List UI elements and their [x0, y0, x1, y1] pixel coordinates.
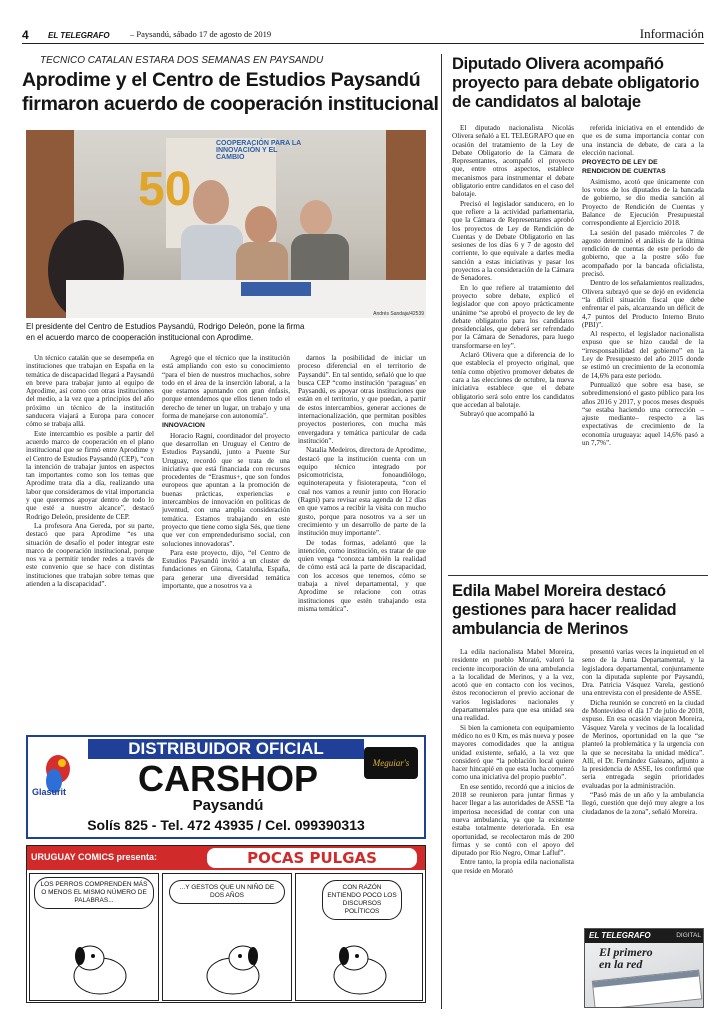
- paragraph: Horacio Ragni, coordinador del proyecto que desarrollan en Uruguay el Centro de Estudios Paysandú, junto a Puente Sur Uruguay, recordó que se trata de una iniciativa que está financiada con recursos procedentes de “Erasmus+, que son fondos europeos que apuntan a la promoción de buenas prácticas, experiencias e intercambios de innovación en políticas de juventud, con una amplia consideración temática. Estamos trabajando en este proyecto que tiene como sigla Sés, que tiene que ver con emprendedurismo social, con soluciones innovadoras”.: [162, 431, 290, 548]
- dog-icon: [193, 936, 273, 998]
- digital-logo-text: EL TELEGRAFO: [589, 931, 651, 940]
- subheading: RENDICION DE CUENTAS: [582, 168, 666, 176]
- article-photo: [26, 130, 426, 318]
- paragraph: referida iniciativa en el entendido de que es de suma importancia contar con una instancia de debate, de cara a la elección nacional.: [582, 124, 704, 157]
- paragraph: “Pasó más de un año y la ambulancia llegó, cuestión que dejó muy alegre a los ciudadanos de la zona”, señaló Moreira.: [582, 791, 704, 816]
- comic-header: [27, 846, 426, 870]
- ad-contact: Solís 825 - Tel. 472 43935 / Cel. 099390313: [87, 817, 365, 833]
- subheading: PROYECTO DE LEY DE: [582, 159, 658, 167]
- headline-line: proyecto para debate obligatorio: [452, 74, 700, 92]
- headline-line: Edila Mabel Moreira destacó: [452, 582, 666, 600]
- paragraph: En ese sentido, recordó que a inicios de 2018 se reunieron para juntar firmas y hacer llegar a las autoridades de ASSE “la imperiosa necesidad de contar con una nueva ambulancia, ya que la existente estaba totalmente deteriorada. En esa oportunidad, se recolectaron más de 200 firmas y se contó con el apoyo del diputado por Río Negro, Omar Lafluf”.: [452, 782, 574, 858]
- headline-line: de candidatos al balotaje: [452, 93, 641, 111]
- comic-panel-3: [295, 873, 423, 1001]
- bottom-article-col2: [582, 648, 704, 924]
- headline-line: Aprodime y el Centro de Estudios Paysandú: [22, 69, 421, 91]
- right-article-col2: [582, 124, 704, 580]
- paragraph: Entre tanto, la propia edila nacionalista que reside en Morató: [452, 858, 574, 875]
- dog-icon: [60, 936, 140, 998]
- paragraph: De todas formas, adelantó que la intención, como institución, es tratar de que quien venga “conozca también la realidad de cómo está acá la parte de discapacidad, con los accesos que tenemos, cómo se trabaja a nivel departamental, y que Aprodime se relacione con otras instituciones que estén trabajando esta misma temática”.: [298, 538, 426, 613]
- paragraph: darnos la posibilidad de iniciar un proceso diferencial en el territorio de Paysandú”. En tal sentido, señaló que lo que busca CEP “como institución ‘paraguas’ en Paysandú, es apoyar otras instituciones que están en el territorio, y que puedan, a partir de estos intercambios, generar acciones de internacionalización, que permitan posibles proyectos posteriores, con mucha más envergadura y temática particular de cada institución”.: [298, 354, 426, 445]
- paragraph: El diputado nacionalista Nicolás Olivera señaló a EL TELEGRAFO que en ocasión del tratamiento de la Ley de Debate Obligatorio de la Cámara de Representantes, acompañó el proyecto que, entre otros aspectos, establece mecanismos para instrumentar el debate obligatorio entre candidatos en el caso del balotaje.: [452, 124, 574, 199]
- speech-bubble: ...Y GESTOS QUE UN NIÑO DE DOS AÑOS: [169, 880, 285, 904]
- ad-shop-name: CARSHOP: [137, 758, 319, 799]
- paragraph: Al respecto, el legislador nacionalista expuso que se hizo caudal de la “irresponsabilidad del gobierno” en la Ley de Presupuesto del año 2015 donde se estimó un crecimiento de la economía de 14,6% para este período.: [582, 330, 704, 380]
- left-article-col2: [162, 354, 290, 734]
- article-headline: [22, 68, 442, 116]
- paragraph: Subrayó que acompañó la: [460, 410, 535, 419]
- paragraph: Precisó el legislador sanducero, en lo que refiere a la actividad parlamentaria, que la Cámara de Representantes aprobó los proyectos de Ley de Rendición de Cuentas y de Debate Obligatorio en las sesiones de los días 6 y 7 de agosto del corriente, lo que equivale a darles media sanción a estas iniciativas y pasar los proyectos a la consideración de la Cámara de Senadores.: [452, 199, 574, 283]
- headline-line: gestiones para hacer realidad: [452, 601, 677, 619]
- paragraph: La sesión del pasado miércoles 7 de agosto determinó el análisis de la última rendición de cuentas de este período de gobierno, que a la postre sólo fue acompañado por la bancada oficialista, precisó.: [582, 228, 704, 279]
- paragraph: La edila nacionalista Mabel Moreira, residente en pueblo Morató, valoró la reciente incorporación de una ambulancia a la localidad de Merinos, y a la vez, acotó que en contacto con los vecinos, éstos reconocieron el previo accionar de varios legisladores nacionales y departamentales para que esa unidad sea una realidad.: [452, 648, 574, 723]
- speech-bubble: CON RAZÓN ENTIENDO POCO LOS DISCURSOS POLÍTICOS: [322, 880, 402, 920]
- paragraph: En lo que refiere al tratamiento del proyecto sobre debate, explicó el legislador que con apoyo prácticamente unánime “se aprobó el proyecto de ley de debate obligatorio para los candidatos presidenciales, que deberá ser refrendado por la Cámara de Senadores, para luego transformarse en ley”.: [452, 283, 574, 350]
- headline-line: firmaron acuerdo de cooperación institucional: [22, 93, 439, 115]
- paragraph: Agregó que el técnico que la institución está ampliando con esto su conocimiento “para el bien de nuestros muchachos, sobre todo en el área de la inserción laboral, a la que estamos apuntando con gran énfasis, porque entendemos que ellos tienen todo el derecho de tener un lugar, un trabajo y una forma de manejarse con autonomía”.: [162, 354, 290, 421]
- glasurit-name: Glasurit: [32, 787, 67, 797]
- section-title: Información: [639, 26, 704, 41]
- paragraph: La profesora Ana Gereda, por su parte, destacó que para Aprodime “es una situación de desafío el poder integrar este marco de cooperación institucional, porque nos va a permitir tender redes a través de este convenio que se hace con distintas instituciones que trabajan sobre temas que atienden a la discapacidad”.: [26, 521, 154, 589]
- paragraph: Puntualizó que sobre esa base, se sobredimensionó el gasto público para los años 2016 y 2017, y pocos meses después “se estaba haciendo una corrección –ajuste mediante– respecto a las expectativas de crecimiento de la economía uruguaya: aquel 14,6% pasó a un 7,7%”.: [582, 380, 704, 447]
- left-article-col1: [26, 354, 154, 734]
- right-article-col1: [452, 124, 574, 580]
- digital-slogan: [599, 946, 653, 970]
- ad-banner: DISTRIBUIDOR OFICIAL: [88, 739, 364, 759]
- headline-line: Diputado Olivera acompañó: [452, 55, 664, 73]
- header-logo: EL TELEGRAFO: [48, 31, 110, 40]
- subheading: INNOVACION: [162, 422, 205, 430]
- digital-tag: DIGITAL: [676, 932, 701, 939]
- paragraph: Para este proyecto, dijo, “el Centro de Estudios Paysandú invitó a un cluster de fundaciones en Girona, Cataluña, España, para generar una diversidad temática importante, que a nosotros va a: [162, 548, 290, 591]
- page-header: [22, 26, 704, 44]
- bottom-article-headline: [452, 582, 712, 639]
- bottom-article-col1: [452, 648, 574, 1010]
- section-divider: [448, 575, 708, 576]
- paragraph: Si bien la camioneta con equipamiento médico no es 0 Km, es más nueva y posee mayores comodidades que la antigua unidad existente, señaló, a la vez que consideró que “la población local quiere hacer hincapié en que esta lucha comenzó como una iniciativa del propio pueblo”.: [452, 723, 574, 782]
- slogan-line: en la red: [599, 957, 643, 971]
- browser-bar: [593, 971, 699, 988]
- column-divider: [441, 54, 442, 1009]
- digital-ad: [584, 928, 704, 1008]
- svg-text:50: 50: [138, 163, 192, 216]
- photo-caption: [26, 321, 426, 343]
- paragraph: Dentro de los señalamientos realizados, Olivera subrayó que se dejó en evidencia “la difícil situación fiscal que debe enfrentar el país, alcanzando un déficit de 4,7 puntos del Producto Interno Bruto (PBI)”.: [582, 279, 704, 329]
- meguiars-logo: Meguiar's: [364, 747, 418, 779]
- headline-line: ambulancia de Merinos: [452, 620, 629, 638]
- left-article-col3: [298, 354, 426, 734]
- photo-sign: COOPERACIÓN PARA LA INNOVACIÓN Y EL CAMBIO: [216, 140, 301, 161]
- article-kicker: TECNICO CATALAN ESTARA DOS SEMANAS EN PAYSANDU: [40, 55, 324, 66]
- comic-panel-1: [29, 873, 159, 1001]
- comic-strip: [26, 845, 426, 1003]
- paragraph: Dicha reunión se concretó en la ciudad de Montevideo el día 17 de julio de 2018, expuso. En esa ocasión viajaron Moreira, Vásquez Varela y vecinos de la localidad de Merinos, oportunidad en la que “se planteó la problemática y la urgencia con la que se necesitaba la unidad médica”. Allí, el Dr. Fernández Galeano, adjunto a la presidencia de ASSE, les confirmó que sería entregada según prioridades evaluadas por la administración.: [582, 698, 704, 790]
- digital-ad-logo: [585, 929, 704, 943]
- dog-icon: [320, 936, 400, 998]
- comic-title: POCAS PULGAS: [207, 848, 417, 868]
- speech-bubble: LOS PERROS COMPRENDEN MÁS O MENOS EL MISMO NÚMERO DE PALABRAS...: [34, 877, 154, 909]
- paragraph: Asimismo, acotó que únicamente con los votos de los diputados de la bancada de gobierno, se dio media sanción al Proyecto de Rendición de Cuentas y Balance de Ejecución Presupuestal correspondiente al Ejercicio 2018.: [582, 177, 704, 228]
- paragraph: Aclaró Olivera que a diferencia de lo que establecía el proyecto original, que tenía como objetivo promover debates de cara a las elecciones de octubre, la nueva iniciativa establece que el debate obligatorio será solo entre los candidatos que accedan al balotaje.: [452, 351, 574, 409]
- paragraph: Natalia Medeiros, directora de Aprodime, destacó que la institución cuenta con un equipo técnico integrado por psicomotricista, fonoaudiólogo, equinoterapeuta y fisioterapeuta, “con el cual nos vamos a reunir junto con Horacio (Ragni) para revisar esta agenda de 12 días en que vamos a recibir la visita con mucho gusto, porque para nosotros va a ser un crecimiento y un desarrollo de parte de la institución muy importante”.: [298, 446, 426, 538]
- slogan-line: El primero: [599, 945, 653, 959]
- caption-line: en el acuerdo marco de cooperación institucional con Aprodime.: [26, 333, 254, 342]
- ad-city: Paysandú: [192, 797, 264, 814]
- page-number: 4: [22, 28, 29, 42]
- paragraph: Este intercambio es posible a partir del acuerdo marco de cooperación en el plano institucional que se firmó entre Aprodime y el Centro de Estudios Paysandú (CEP), “con la intención de trabajar juntos en aspectos tan importantes como son los temas que Aprodime trata día a día, realizando una labor que consideramos de vital importancia y que queremos apoyar dentro de todo lo que esté a nuestro alcance”, destacó Rodrigo Deleón, presidente de CEP.: [26, 429, 154, 521]
- paragraph: presentó varias veces la inquietud en el seno de la Junta Departamental, y la legisladora departamental, conjuntamente con la diputada suplente por Paysandú, Dra. Patricia Vásquez Varela, gestionó una entrevista con el presidente de ASSE.: [582, 648, 704, 698]
- right-article-headline: [452, 55, 712, 112]
- browser-mockup: [592, 969, 703, 1008]
- paragraph: Un técnico catalán que se desempeña en instituciones que trabajan en España en la temática de discapacidad llegará a Paysandú en breve para trabajar junto al equipo de Aprodime, así como con otras instituciones del medio, a la vez que a principios del año próximo un técnico de la institución sanducera viajará a Europa para conocer cómo se trabaja allá.: [26, 354, 154, 429]
- caption-line: El presidente del Centro de Estudios Paysandú, Rodrigo Deleón, pone la firma: [26, 322, 305, 331]
- photo-credit: Andrés Sandaja/42539: [373, 311, 424, 317]
- header-date: – Paysandú, sábado 17 de agosto de 2019: [130, 29, 272, 39]
- carshop-ad: [26, 735, 426, 839]
- comic-panel-2: [162, 873, 292, 1001]
- comic-label: URUGUAY COMICS presenta:: [31, 852, 158, 862]
